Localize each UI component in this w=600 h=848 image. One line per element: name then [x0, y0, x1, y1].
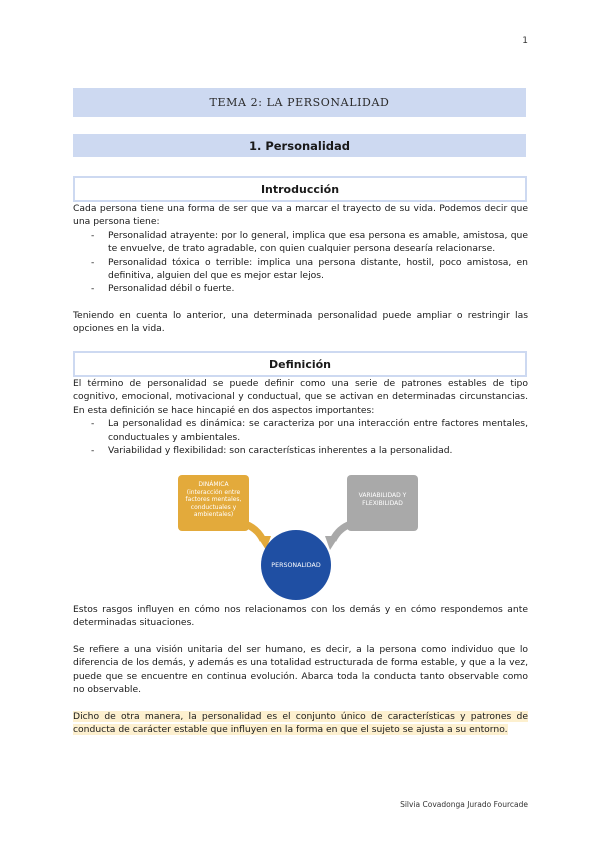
definition-highlight: Dicho de otra manera, la personalidad es el conjunto único de características y patrones de conducta de carácter estable que influyen en la forma en que el sujeto se ajusta a su entorno. [73, 711, 528, 736]
list-item: - Personalidad atrayente: por lo general, implica que esa persona es amable, amistosa, que te envuelve, de trato agradable, con quien cualquier persona desearía relacionarse. [73, 229, 528, 256]
dynamic-node [178, 475, 249, 531]
definition-paragraph-2: Se refiere a una visión unitaria del ser humano, es decir, a la persona como individuo que lo diferencia de los demás, y además es una totalidad estructurada de forma estable, y que a la vez, puede que se encuentre en continua evolución. Abarca toda la conducta tanto observable como no observable. [73, 644, 528, 696]
introduction-lead: Cada persona tiene una forma de ser que va a marcar el trayecto de su vida. Podemos decir que una persona tiene: [73, 203, 528, 228]
personality-center-node [261, 530, 331, 600]
topic-title: TEMA 2: LA PERSONALIDAD [209, 96, 390, 109]
variability-node-label: VARIABILIDAD Y FLEXIBILIDAD [358, 492, 407, 507]
section-title-band [73, 134, 526, 157]
definition-paragraph-1: Estos rasgos influyen en cómo nos relacionamos con los demás y en cómo respondemos ante determinadas situaciones. [73, 604, 528, 629]
introduction-list [73, 229, 528, 296]
topic-title-band [73, 88, 526, 117]
personality-center-label: PERSONALIDAD [271, 561, 321, 569]
introduction-closing: Teniendo en cuenta lo anterior, una determinada personalidad puede ampliar o restringir las opciones en la vida. [73, 310, 528, 335]
list-item: - La personalidad es dinámica: se caracteriza por una interacción entre factores mentales, conductuales y ambientales. [73, 417, 528, 444]
definition-lead: El término de personalidad se puede definir como una serie de patrones estables de tipo cognitivo, emocional, motivacional y conductual, que se activan en determinadas circunstancias. En esta definición se hace hincapié en dos aspectos importantes: [73, 378, 528, 416]
list-item: - Personalidad tóxica o terrible: implica una persona distante, hostil, poco amistosa, en definitiva, alguien del que es mejor estar lejos. [73, 256, 528, 283]
introduction-heading-box [73, 176, 527, 202]
definition-heading-box [73, 351, 527, 377]
dynamic-node-detail: (interacción entre factores mentales, conductuales y ambientales) [185, 488, 242, 518]
author-footer: Silvia Covadonga Jurado Fourcade [400, 800, 528, 809]
variability-node [347, 475, 418, 531]
introduction-body [73, 202, 528, 296]
list-item: - Personalidad débil o fuerte. [73, 282, 528, 295]
variability-arrow-head [325, 536, 339, 550]
definition-list [73, 417, 528, 457]
list-item: - Variabilidad y flexibilidad: son características inherentes a la personalidad. [73, 444, 528, 457]
introduction-heading: Introducción [260, 182, 340, 196]
personality-diagram [165, 466, 435, 596]
section-title: 1. Personalidad [248, 138, 351, 153]
definition-heading: Definición [268, 357, 332, 371]
dynamic-node-title: DINÁMICA [198, 481, 229, 488]
definition-highlight-block [73, 710, 528, 737]
definition-body [73, 377, 528, 457]
page-number: 1 [522, 36, 528, 46]
